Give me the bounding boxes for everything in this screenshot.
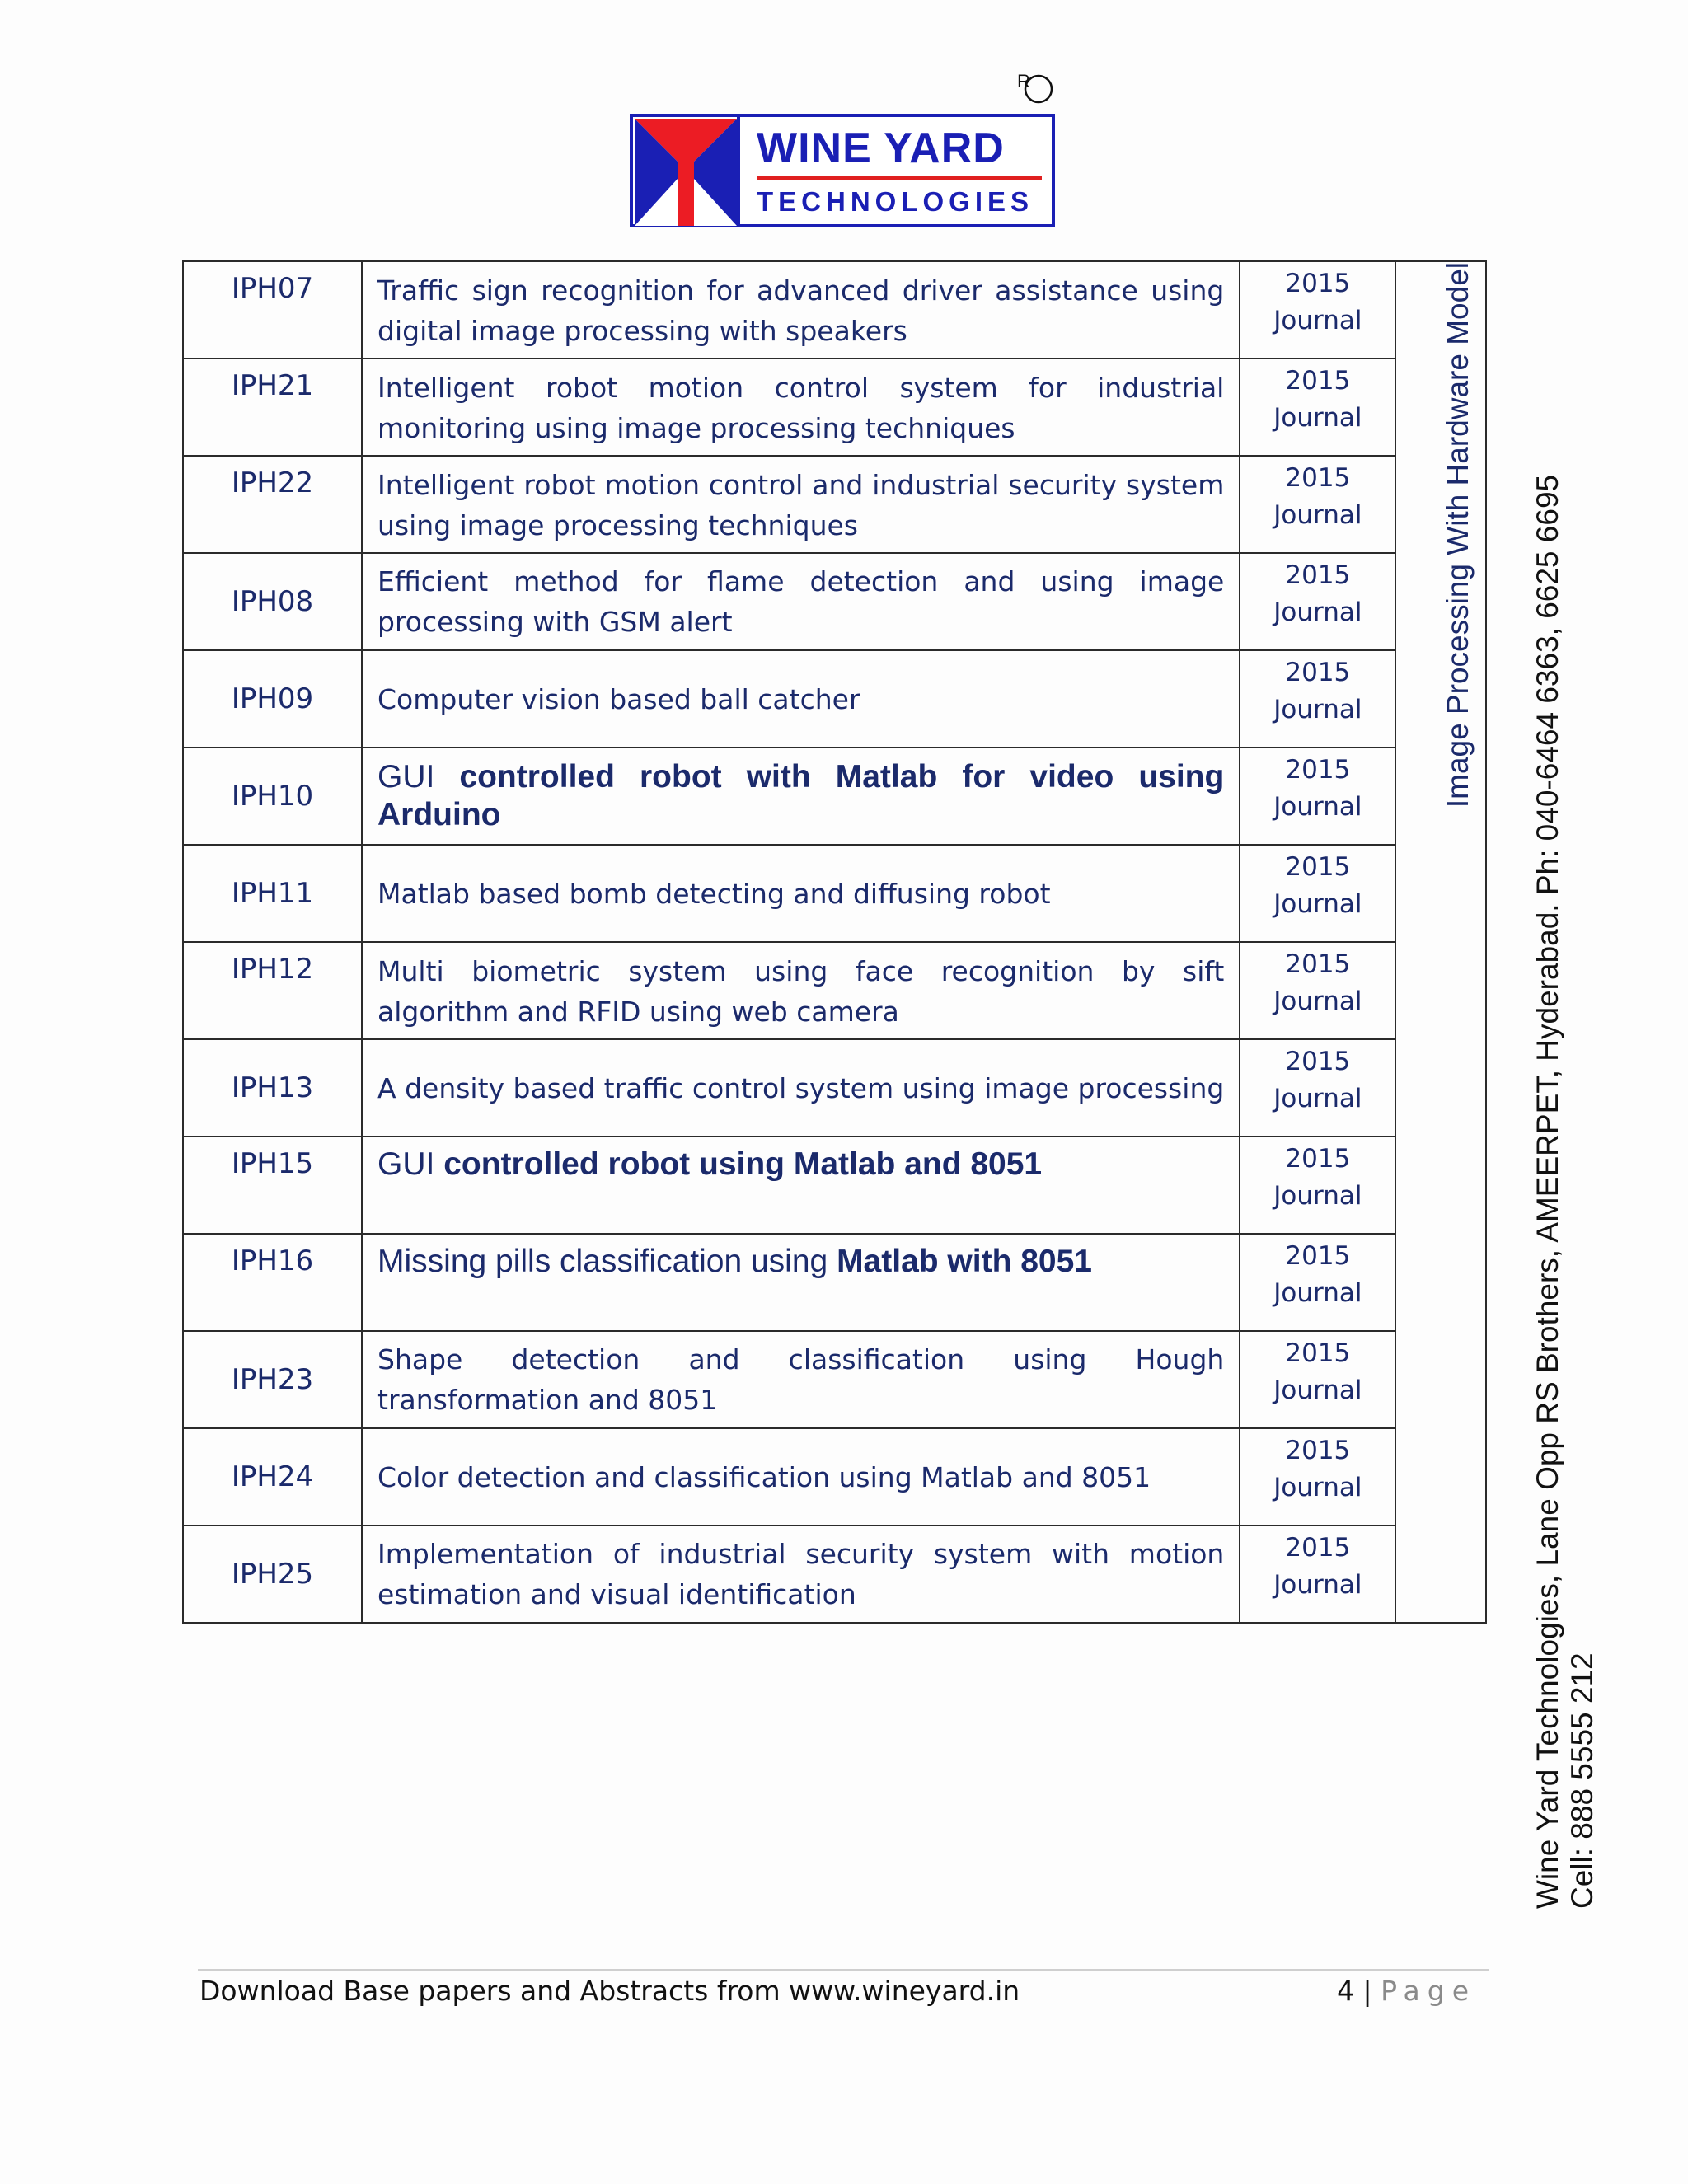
project-type: Journal (1273, 306, 1362, 335)
project-title: Matlab based bomb detecting and diffusing robot (377, 877, 1051, 910)
project-title: Intelligent robot motion control and industrial security system using image processing techniques (377, 469, 1225, 541)
table-row (183, 359, 1486, 456)
project-title-bold: controlled robot using Matlab and 8051 (443, 1146, 1043, 1182)
project-title (377, 1146, 1224, 1183)
table-row (183, 1039, 1486, 1137)
project-year: 2015 (1285, 658, 1351, 687)
project-year: 2015 (1285, 755, 1351, 785)
project-code: IPH10 (183, 748, 362, 845)
project-type: Journal (1273, 500, 1362, 530)
project-year: 2015 (1285, 949, 1351, 979)
page-separator: | (1362, 1975, 1372, 2007)
table-row (183, 650, 1486, 748)
project-year: 2015 (1285, 1338, 1351, 1368)
project-year: 2015 (1285, 1533, 1351, 1563)
contact-address: Wine Yard Technologies, Lane Opp RS Brothers, AMEERPET, Hyderabad. Ph: 040-6464 6363, 6625 6695 (1531, 474, 1564, 1909)
project-type: Journal (1273, 1570, 1362, 1600)
project-type: Journal (1273, 1181, 1362, 1211)
contact-sidebar (1531, 475, 1600, 1909)
logo-underline (757, 176, 1042, 180)
table-row (183, 748, 1486, 845)
footer-divider (198, 1969, 1489, 1971)
project-code: IPH13 (183, 1039, 362, 1137)
project-title-plain: GUI (377, 759, 435, 794)
project-type: Journal (1273, 889, 1362, 919)
project-type: Journal (1273, 598, 1362, 627)
project-type: Journal (1273, 1473, 1362, 1502)
project-code: IPH08 (183, 553, 362, 650)
logo-name: WINE YARD (757, 124, 1005, 172)
wine-glass-emblem-icon (635, 119, 737, 226)
project-code: IPH11 (183, 845, 362, 942)
project-type: Journal (1273, 792, 1362, 822)
page-number: 4 (1337, 1975, 1354, 2007)
project-title: Color detection and classification using Matlab and 8051 (377, 1460, 1151, 1493)
project-title (377, 1243, 1224, 1281)
project-year: 2015 (1285, 1144, 1351, 1174)
project-type: Journal (1273, 695, 1362, 724)
project-code: IPH09 (183, 650, 362, 748)
table-row (183, 1526, 1486, 1623)
project-title: Computer vision based ball catcher (377, 682, 860, 715)
project-year: 2015 (1285, 366, 1351, 396)
svg-text:R: R (1017, 71, 1030, 91)
project-year: 2015 (1285, 269, 1351, 298)
project-code: IPH15 (183, 1137, 362, 1234)
project-year: 2015 (1285, 1047, 1351, 1076)
table-row (183, 845, 1486, 942)
project-code: IPH22 (183, 456, 362, 553)
project-title: Intelligent robot motion control system for industrial monitoring using image processing techniques (377, 372, 1225, 444)
project-year: 2015 (1285, 1241, 1351, 1271)
project-year: 2015 (1285, 463, 1351, 493)
project-type: Journal (1273, 1084, 1362, 1113)
logo-divider (737, 117, 740, 224)
footer-page-indicator (1337, 1975, 1476, 2007)
table-row (183, 1428, 1486, 1526)
table-row (183, 261, 1486, 359)
project-code: IPH23 (183, 1331, 362, 1428)
table-row (183, 456, 1486, 553)
project-code: IPH21 (183, 359, 362, 456)
project-code: IPH16 (183, 1234, 362, 1331)
company-logo (630, 66, 1067, 231)
project-title-bold: Matlab with 8051 (837, 1244, 1092, 1279)
page-label: Page (1381, 1975, 1477, 2007)
project-title: Implementation of industrial security system with motion estimation and visual identification (377, 1538, 1225, 1610)
table-row (183, 942, 1486, 1039)
project-title: Multi biometric system using face recognition by sift algorithm and RFID using web camera (377, 955, 1225, 1028)
project-year: 2015 (1285, 852, 1351, 882)
table-row (183, 1137, 1486, 1234)
project-code: IPH25 (183, 1526, 362, 1623)
project-title: Efficient method for flame detection and using image processing with GSM alert (377, 565, 1225, 638)
project-title (377, 758, 1224, 834)
contact-cell: Cell: 888 5555 212 (1565, 1652, 1599, 1909)
project-title: Traffic sign recognition for advanced driver assistance using digital image processing with speakers (377, 274, 1225, 347)
project-type: Journal (1273, 987, 1362, 1016)
registered-mark-icon (1014, 66, 1055, 107)
project-code: IPH24 (183, 1428, 362, 1526)
project-year: 2015 (1285, 560, 1351, 590)
logo-subtitle: TECHNOLOGIES (757, 186, 1034, 217)
logo-frame (630, 114, 1055, 227)
project-code: IPH12 (183, 942, 362, 1039)
projects-table (182, 260, 1487, 1624)
project-code: IPH07 (183, 261, 362, 359)
table-row (183, 1234, 1486, 1331)
category-cell (1395, 261, 1486, 1623)
project-type: Journal (1273, 1278, 1362, 1308)
project-title-bold: controlled robot with Matlab for video using Arduino (377, 759, 1225, 832)
project-title-plain: GUI (377, 1146, 435, 1182)
table-row (183, 1331, 1486, 1428)
project-title: A density based traffic control system using image processing (377, 1071, 1225, 1104)
project-year: 2015 (1285, 1436, 1351, 1465)
footer-download-text: Download Base papers and Abstracts from www.wineyard.in (199, 1975, 1020, 2007)
project-type: Journal (1273, 1376, 1362, 1405)
project-title-plain: Missing pills classification using (377, 1244, 828, 1279)
category-label: Image Processing With Hardware Model (1441, 262, 1475, 808)
table-row (183, 553, 1486, 650)
project-type: Journal (1273, 403, 1362, 433)
project-title: Shape detection and classification using Hough transformation and 8051 (377, 1343, 1225, 1416)
